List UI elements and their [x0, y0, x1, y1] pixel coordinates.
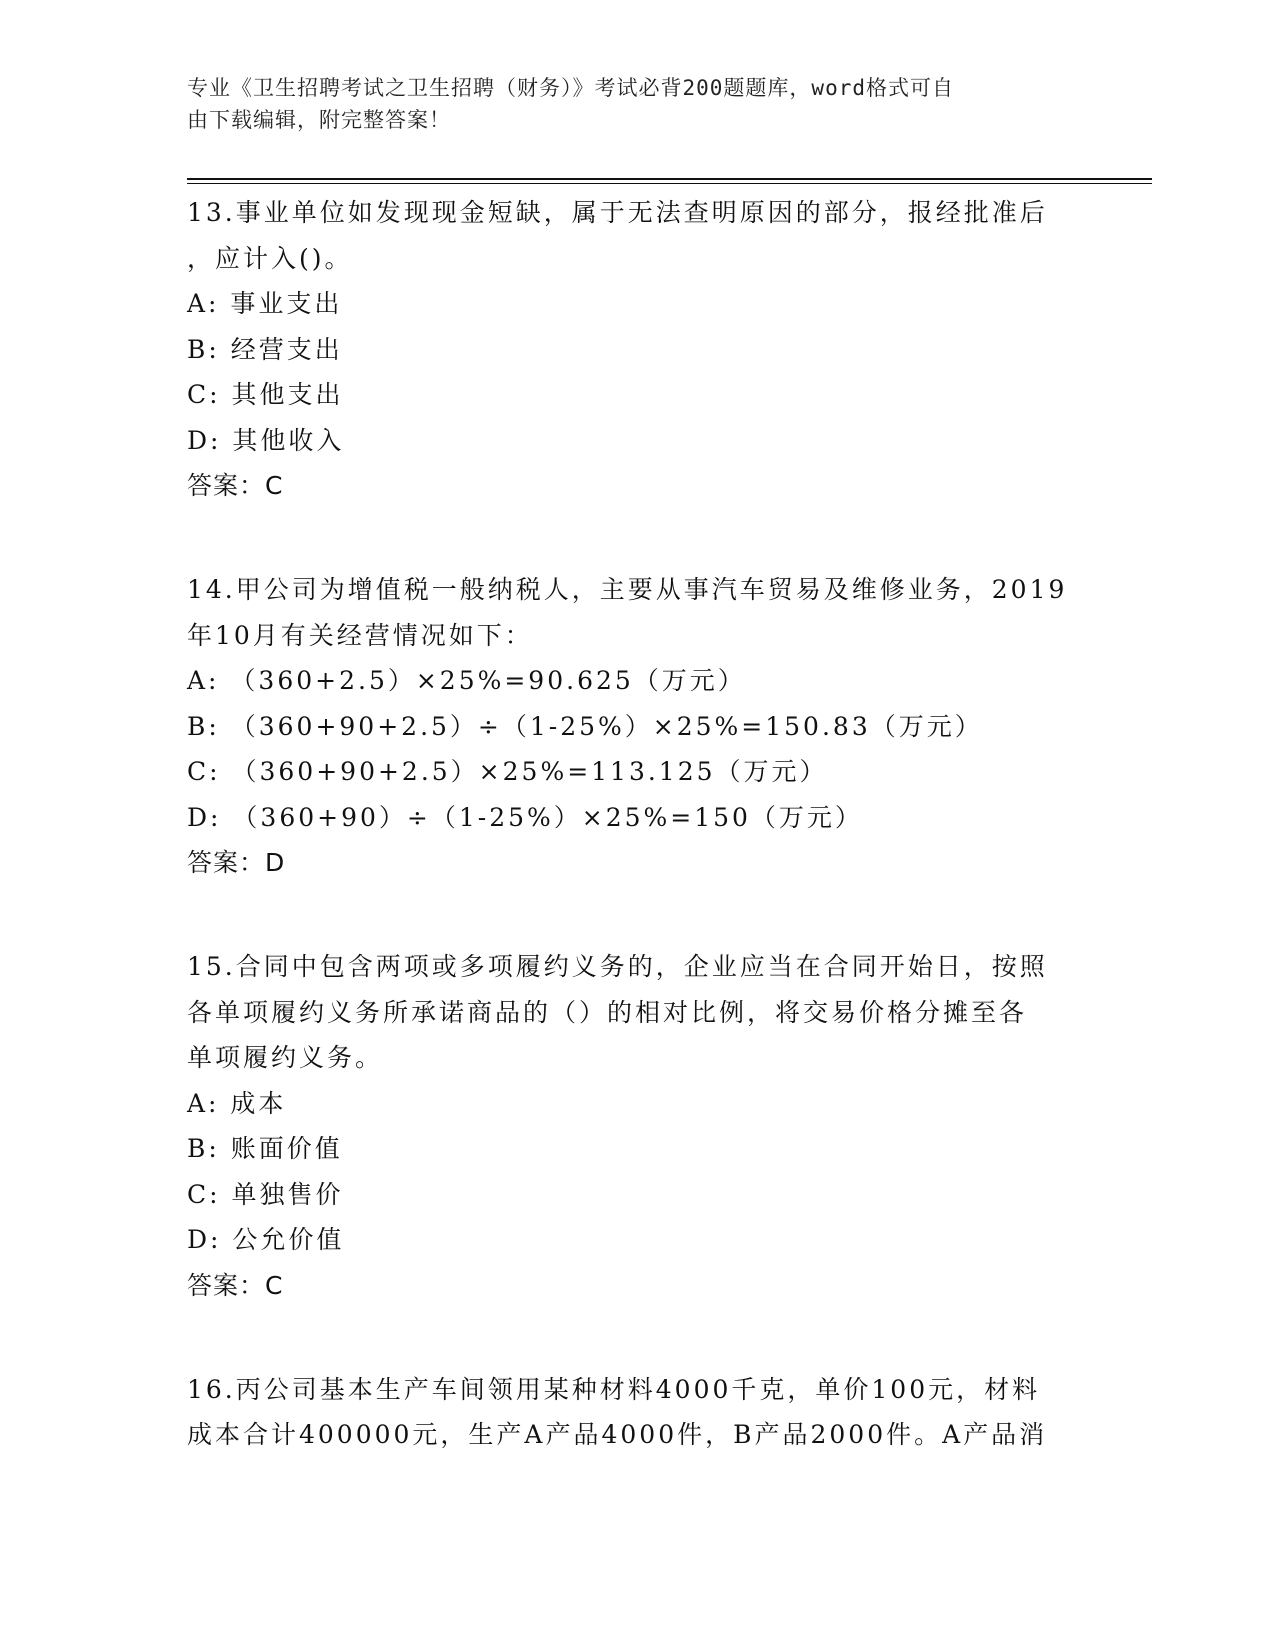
option-a: A: 成本: [187, 1088, 287, 1118]
option-d: D: （360+90）÷（1-25%）×25%=150（万元）: [187, 802, 863, 832]
question-text-line: 15.合同中包含两项或多项履约义务的，企业应当在合同开始日，按照: [187, 952, 1048, 981]
question-text-line: 16.丙公司基本生产车间领用某种材料4000千克，单价100元，材料: [187, 1374, 1041, 1404]
question-list: [187, 190, 1087, 1516]
option-b: B: 账面价值: [187, 1134, 343, 1163]
header-line-2: 由下载编辑，附完整答案！: [187, 108, 451, 132]
option-c: C: 其他支出: [187, 380, 344, 409]
question-13: [187, 190, 1087, 509]
question-15: [187, 944, 1087, 1309]
option-c: C: 单独售价: [187, 1179, 344, 1209]
option-b: B: 经营支出: [187, 334, 343, 364]
document-header: [187, 72, 1067, 136]
header-line-1: 专业《卫生招聘考试之卫生招聘（财务）》考试必背200题题库，word格式可自: [187, 76, 954, 100]
question-text-line: 成本合计400000元，生产A产品4000件，B产品2000件。A产品消: [187, 1420, 1048, 1449]
answer: 答案：C: [187, 1270, 284, 1300]
option-c: C: （360+90+2.5）×25%=113.125（万元）: [187, 757, 828, 786]
header-rule-thin: [187, 183, 1152, 184]
question-text-line: 年10月有关经营情况如下：: [187, 620, 533, 650]
question-text-line: 单项履约义务。: [187, 1043, 384, 1072]
question-14: [187, 567, 1087, 886]
header-rule-thick: [187, 178, 1152, 180]
question-text-line: 13.事业单位如发现现金短缺，属于无法查明原因的部分，报经批准后: [187, 198, 1048, 227]
question-text-line: 各单项履约义务所承诺商品的（）的相对比例，将交易价格分摊至各: [187, 997, 1028, 1027]
option-a: A: （360+2.5）×25%=90.625（万元）: [187, 666, 746, 695]
answer: 答案：C: [187, 471, 284, 500]
option-b: B: （360+90+2.5）÷（1-25%）×25%=150.83（万元）: [187, 711, 983, 741]
option-d: D: 公允价值: [187, 1225, 345, 1254]
answer: 答案：D: [187, 848, 286, 877]
question-text-line: ，应计入()。: [187, 243, 353, 273]
question-text-line: 14.甲公司为增值税一般纳税人，主要从事汽车贸易及维修业务，2019: [187, 575, 1068, 604]
option-a: A: 事业支出: [187, 289, 343, 318]
option-d: D: 其他收入: [187, 425, 345, 455]
question-16: [187, 1367, 1087, 1458]
